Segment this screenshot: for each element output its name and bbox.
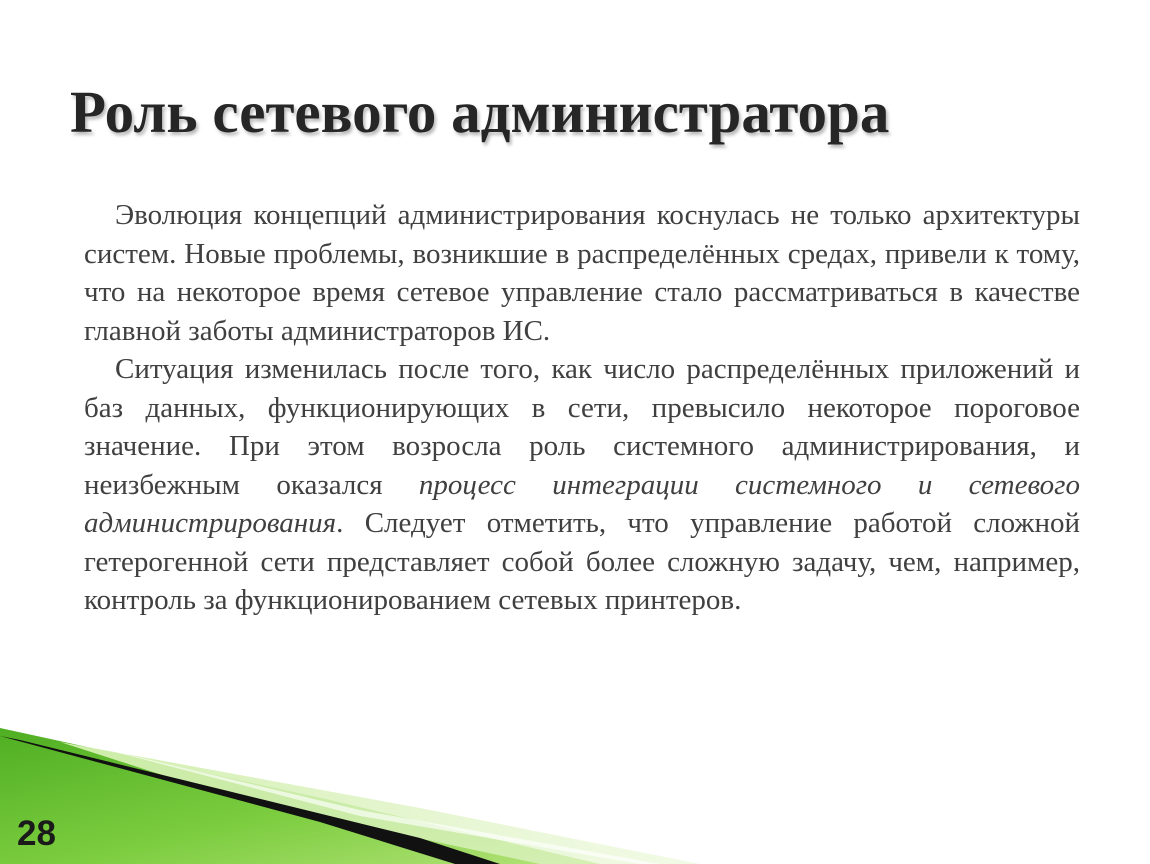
slide-title: Роль сетевого администратора — [70, 79, 890, 145]
page-number: 28 — [17, 814, 56, 853]
paragraph-2-emphasis: процесс интеграции системного и сетевого администрирования — [84, 468, 1080, 539]
paragraph-2-text-after: . Следует отметить, что управление работой сложной гетерогенной сети представляет собой более сложную задачу, чем, например, контроль за функционированием сетевых принтеров. — [84, 507, 1080, 616]
paragraph-2-text-before: Ситуация изменилась после того, как число распределённых приложений и баз данных, функционирующих в сети, превысило некоторое пороговое значение. При этом возросла роль системного администрирования, и неизбежным оказался — [84, 353, 1080, 501]
slide-body — [84, 196, 1080, 620]
paragraph-1: Эволюция концепций администрирования коснулась не только архитектуры систем. Новые проблемы, возникшие в распределённых средах, привели к тому, что на некоторое время сетевое управление стало рассматриваться в качестве главной заботы администраторов ИС. — [84, 199, 1080, 347]
paragraph-2 — [84, 350, 1080, 620]
